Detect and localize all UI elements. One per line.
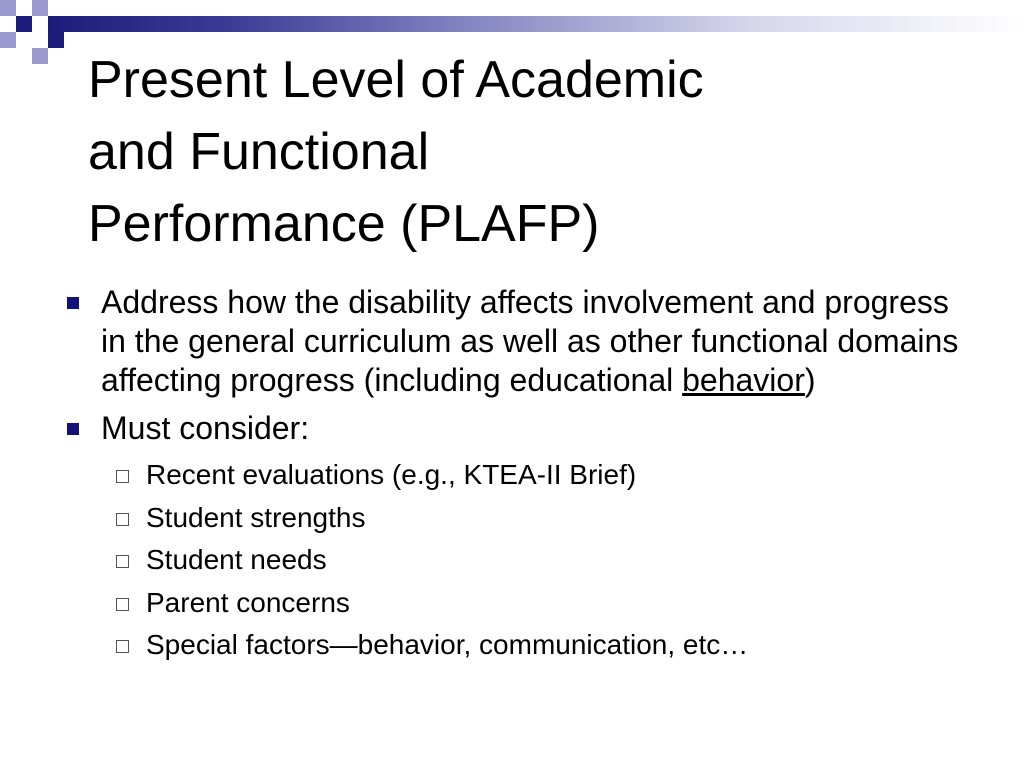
- sub-bullet-item: [60, 627, 960, 662]
- bullet-item: [60, 409, 960, 448]
- square-bullet-icon: [67, 297, 79, 309]
- sub-bullet-text: Student strengths: [146, 501, 366, 533]
- deco-square: [0, 32, 16, 48]
- sub-bullet-text: Student needs: [146, 544, 327, 575]
- bullet-text: Address how the disability affects involvement and progress in the general curriculum as well as other functional domains affecting progress (including educational: [101, 284, 959, 398]
- slide-title: Present Level of Academic and Functional Performance (PLAFP): [88, 51, 704, 253]
- deco-square: [32, 0, 48, 16]
- hollow-square-bullet-icon: [116, 555, 129, 568]
- sub-bullet-item: [60, 542, 960, 577]
- sub-bullet-item: [60, 585, 960, 620]
- sub-bullet-text: Special factors—behavior, communication, etc…: [146, 629, 749, 660]
- hollow-square-bullet-icon: [116, 470, 129, 483]
- square-bullet-icon: [67, 423, 79, 435]
- hollow-square-bullet-icon: [116, 598, 129, 611]
- hollow-square-bullet-icon: [116, 640, 129, 653]
- sub-bullet-text: Parent concerns: [146, 586, 350, 618]
- underlined-term: behavior: [682, 362, 805, 398]
- deco-square: [16, 16, 32, 32]
- corner-decoration: [0, 0, 80, 64]
- bullet-text-end: ): [804, 362, 816, 398]
- deco-square: [0, 0, 16, 16]
- bullet-item: [60, 283, 960, 400]
- hollow-square-bullet-icon: [116, 513, 129, 526]
- sub-bullet-text: Recent evaluations (e.g., KTEA-II Brief): [146, 459, 637, 490]
- bullet-list: [60, 283, 960, 670]
- deco-square: [48, 32, 64, 48]
- deco-square: [32, 48, 48, 64]
- bullet-text: Must consider:: [101, 410, 310, 446]
- sub-bullet-item: [60, 500, 960, 535]
- title-accent-bar: [48, 16, 1024, 32]
- sub-bullet-item: [60, 457, 960, 492]
